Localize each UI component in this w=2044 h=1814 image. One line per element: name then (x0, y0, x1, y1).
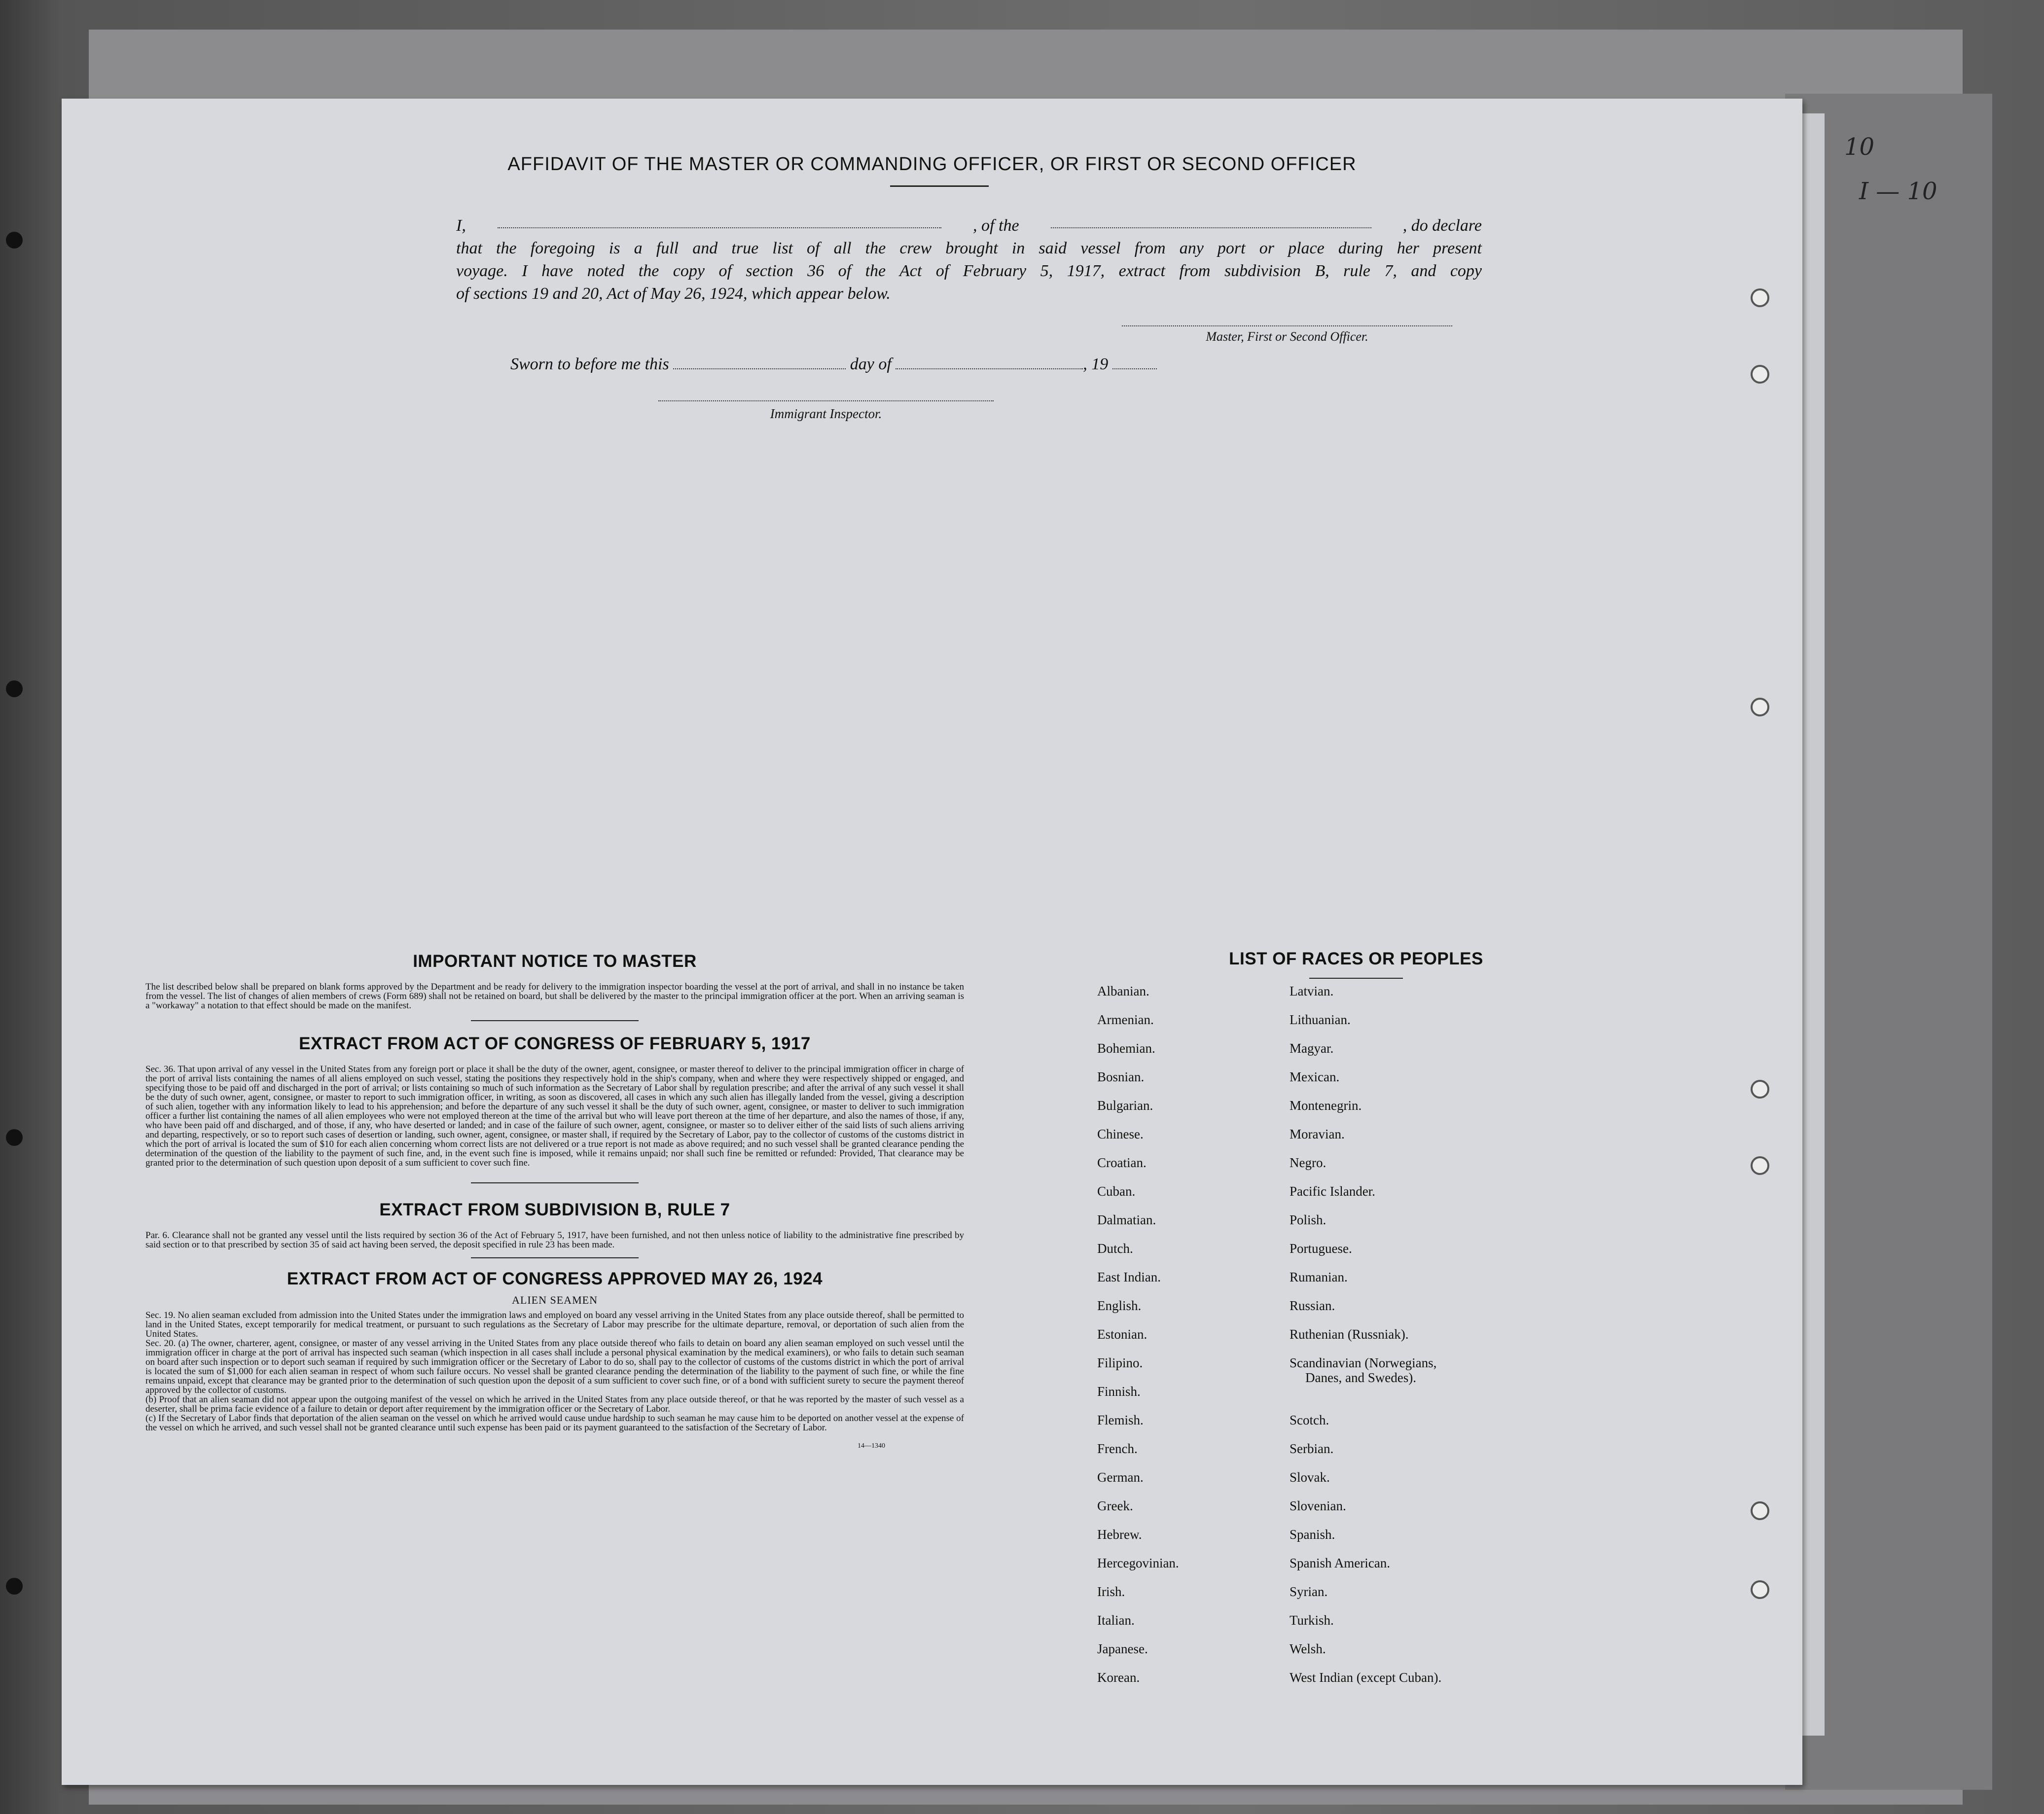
race-item (1290, 1355, 1516, 1413)
section-divider (471, 1182, 639, 1183)
declaration-line-3: voyage. I have noted the copy of section 36 of the Act of February 5, 1917, extract from subdivision B, rule 7, and copy (456, 262, 1482, 280)
declaration-line-1 (456, 214, 1482, 237)
race-item: Moravian. (1290, 1127, 1345, 1141)
race-item: Mexican. (1290, 1069, 1340, 1084)
race-item: Welsh. (1290, 1641, 1326, 1656)
race-item: Magyar. (1290, 1041, 1334, 1056)
race-item: Dalmatian. (1097, 1212, 1156, 1227)
declarant-name-field[interactable] (498, 214, 941, 228)
do-declare-label: , do declare (1402, 216, 1482, 235)
race-item: Bohemian. (1097, 1041, 1155, 1056)
punch-hole (6, 1578, 23, 1595)
race-item: Negro. (1290, 1155, 1327, 1170)
punch-hole (6, 232, 23, 249)
race-item: Armenian. (1097, 1012, 1154, 1027)
form-page (62, 99, 1802, 1785)
declaration-line-2: that the foregoing is a full and true list of all the crew brought in said vessel from any port or place during her present (456, 239, 1482, 257)
race-item: Latvian. (1290, 984, 1334, 998)
race-item: Slovak. (1290, 1470, 1330, 1485)
race-item: Italian. (1097, 1613, 1135, 1628)
race-item: Scotch. (1290, 1413, 1329, 1427)
race-item: English. (1097, 1298, 1142, 1313)
sworn-year-field[interactable] (1112, 356, 1157, 369)
sworn-statement (510, 355, 1157, 374)
race-item: German. (1097, 1470, 1144, 1485)
title-rule (890, 185, 989, 187)
punch-hole (6, 680, 23, 697)
affidavit-declaration (456, 214, 1482, 305)
race-item: Irish. (1097, 1584, 1125, 1599)
notice-body: The list described below shall be prepared on blank forms approved by the Department and be ready for delivery to the immigration inspector boarding the vessel at the port of arrival, and shall in no instance be taken from the vessel. The list of changes of alien members of crews (Form 689) shall not be retained on board, but shall be delivered by the master to the principal immigration officer at the port. When an arriving seaman is a "workaway" a notation to that effect should be made on the manifest. (145, 982, 964, 1011)
extract-1924-sec19: Sec. 19. No alien seaman excluded from admission into the United States under the immigration laws and employed on board any vessel arriving in the United States from any place outside thereof, shall be permitted to land in the United States, except temporarily for medical treatment, or pursuant to such regulations as the Secretary of Labor may prescribe for the ultimate departure, removal, or deportation of such alien from the United States. (145, 1310, 964, 1339)
sworn-day-field[interactable] (673, 356, 846, 369)
extract-1924-sec20a: Sec. 20. (a) The owner, charterer, agent, consignee, or master of any vessel arriving in the United States from any place outside thereof who fails to detain on board any alien seaman employed on such vessel until the immigration officer in charge at the port of arrival has inspected such seaman (which inspection in all cases shall include a personal physical examination by the medical examiners), or who fails to detain such seaman on board after such inspection or to deport such seaman if required by such immigration officer or the Secretary of Labor to do so, shall pay to the collector of customs of the customs district in which the port of arrival is located the sum of $1,000 for each alien seaman in respect of whom such failure occurs. No vessel shall be granted clearance pending the determination of the liability to the payment of such fine, or while the fine remains unpaid, except that clearance may be granted prior to the determination of such question upon the deposit of a sum sufficient to cover such fine, or of a bond with sufficient surety to secure the payment thereof approved by the collector of customs. (145, 1338, 964, 1395)
punch-hole (6, 1129, 23, 1146)
race-item: Flemish. (1097, 1413, 1144, 1427)
race-item: Filipino. (1097, 1355, 1143, 1370)
race-item: Bulgarian. (1097, 1098, 1153, 1113)
vessel-name-field[interactable] (1051, 214, 1371, 228)
binder-ring (1751, 288, 1769, 307)
extract-rule7-title: EXTRACT FROM SUBDIVISION B, RULE 7 (379, 1200, 730, 1219)
declarant-prefix: I, (456, 216, 466, 235)
races-section (1097, 949, 1615, 1685)
binder-ring (1751, 365, 1769, 384)
race-item: Estonian. (1097, 1327, 1148, 1342)
section-divider (471, 1020, 639, 1021)
race-item: Lithuanian. (1290, 1012, 1351, 1027)
race-item: Russian. (1290, 1298, 1335, 1313)
race-item: Albanian. (1097, 984, 1149, 998)
race-item: Ruthenian (Russniak). (1290, 1327, 1409, 1342)
race-item: Hebrew. (1097, 1527, 1142, 1542)
binder-ring (1751, 1156, 1769, 1175)
race-item: Portuguese. (1290, 1241, 1352, 1256)
extract-rule7-body: Par. 6. Clearance shall not be granted any vessel until the lists required by section 36 of the Act of February 5, 1917, have been furnished, and not then unless notice of liability to the administrative fine prescribed by said section or to that prescribed by section 35 of said act having been served, the deposit specified in rule 23 has been made. (145, 1230, 964, 1250)
inspector-signature-line[interactable]: Immigrant Inspector. (658, 400, 994, 422)
race-item: Serbian. (1290, 1441, 1334, 1456)
notice-section (145, 952, 964, 1450)
declaration-line-4: of sections 19 and 20, Act of May 26, 1924, which appear below. (456, 285, 891, 303)
race-item: Cuban. (1097, 1184, 1136, 1199)
extract-1924-title: EXTRACT FROM ACT OF CONGRESS APPROVED MAY 26, 1924 (287, 1269, 823, 1288)
races-title-rule (1309, 978, 1403, 979)
race-item: Pacific Islander. (1290, 1184, 1375, 1199)
race-item: Greek. (1097, 1498, 1133, 1513)
race-item: French. (1097, 1441, 1138, 1456)
race-item-line: Scandinavian (Norwegians, (1290, 1355, 1437, 1370)
race-item: Finnish. (1097, 1384, 1141, 1399)
year-prefix: , 19 (1083, 355, 1109, 373)
race-item: Chinese. (1097, 1127, 1144, 1141)
race-item: Slovenian. (1290, 1498, 1346, 1513)
affidavit-title: AFFIDAVIT OF THE MASTER OR COMMANDING OFFICER, OR FIRST OR SECOND OFFICER (507, 154, 1357, 175)
race-item: Korean. (1097, 1670, 1140, 1685)
race-item: Japanese. (1097, 1641, 1148, 1656)
of-the-label: , of the (973, 216, 1019, 235)
races-title: LIST OF RACES OR PEOPLES (1229, 949, 1483, 968)
day-of-label: day of (850, 355, 892, 373)
extract-1924-subtitle: ALIEN SEAMEN (512, 1294, 598, 1306)
master-signature-line[interactable]: Master, First or Second Officer. (1122, 325, 1452, 344)
race-item: West Indian (except Cuban). (1290, 1670, 1442, 1685)
section-divider (471, 1257, 639, 1258)
binder-ring (1751, 1580, 1769, 1599)
race-item: Turkish. (1290, 1613, 1334, 1628)
margin-mark: I — 10 (1859, 178, 1937, 205)
race-item: Polish. (1290, 1212, 1327, 1227)
notice-title: IMPORTANT NOTICE TO MASTER (413, 952, 697, 971)
race-item: Bosnian. (1097, 1069, 1145, 1084)
sworn-month-field[interactable] (896, 356, 1083, 369)
race-item: Croatian. (1097, 1155, 1147, 1170)
extract-1917-body: Sec. 36. That upon arrival of any vessel in the United States from any foreign port or place it shall be the duty of the owner, agent, consignee, or master thereof to deliver to the principal immigration officer in charge of the port of arrival lists containing the names of all aliens employed on such vessel, stating the positions they respectively hold in the ship's company, when and where they were respectively shipped or engaged, and specifying those to be paid off and discharged in the port of arrival; or lists containing so much of such information as the Secretary of Labor shall by regulation prescribe; and after the arrival of any such vessel it shall be the duty of such owner, agent, consignee, or master to report to such immigration officer, in writing, as soon as discovered, all cases in which any such alien has illegally landed from the vessel, giving a description of such alien, together with any information likely to lead to his apprehension; and before the departure of any such vessel it shall be the duty of such owner, agent, consignee, or master to deliver to such immigration officer a further list containing the names of all alien employees who were not employed thereon at the time of the arrival but who will leave port thereon at the time of her departure, and also the names of those, if any, who have been paid off and discharged, and of those, if any, who have deserted or landed; and in case of the failure of such owner, agent, consignee, or master so to deliver either of the said lists of such aliens arriving and departing, respectively, or so to report such cases of desertion or landing, such owner, agent, consignee, or master shall, if required by the Secretary of Labor, pay to the collector of customs of the customs district in which the port of arrival is located the sum of $10 for each alien concerning whom correct lists are not delivered or a true report is not made as above required; and no such vessel shall be granted clearance pending the determination of the question of the liability to the payment of such fine, and, in the event such fine is imposed, while it remains unpaid; nor shall such fine be remitted or refunded: Provided, That clearance may be granted prior to the determination of such question upon deposit of a sum sufficient to cover such fine. (145, 1064, 964, 1168)
form-number: 14—1340 (858, 1442, 885, 1450)
binder-ring (1751, 1080, 1769, 1099)
race-item: Dutch. (1097, 1241, 1133, 1256)
binder-ring (1751, 698, 1769, 716)
extract-1917-title: EXTRACT FROM ACT OF CONGRESS OF FEBRUARY 5, 1917 (299, 1034, 811, 1053)
binder-ring (1751, 1501, 1769, 1520)
races-right-column (1290, 984, 1516, 1699)
race-item: Spanish. (1290, 1527, 1335, 1542)
race-item: Hercegovinian. (1097, 1556, 1179, 1570)
race-item: East Indian. (1097, 1270, 1161, 1284)
race-item: Rumanian. (1290, 1270, 1348, 1284)
extract-1924-sec20c: (c) If the Secretary of Labor finds that deportation of the alien seaman on the vessel on which he arrived would cause undue hardship to such seaman he may cause him to be deported on another vessel at the expense of the vessel on which he arrived, and such vessel shall not be granted clearance until such expense has been paid or its payment guaranteed to the satisfaction of the Secretary of Labor. (145, 1413, 964, 1433)
margin-mark: 10 (1844, 133, 1875, 161)
sworn-prefix: Sworn to before me this (510, 355, 669, 373)
race-item: Montenegrin. (1290, 1098, 1362, 1113)
race-item: Spanish American. (1290, 1556, 1390, 1570)
race-item-line: Danes, and Swedes). (1305, 1370, 1416, 1385)
extract-1924-sec20b: (b) Proof that an alien seaman did not appear upon the outgoing manifest of the vessel on which he arrived in the United States from any place outside thereof, or that he was reported by the master of such vessel as a deserter, shall be prima facie evidence of a failure to detain or deport after requirement by the immigration officer or the Secretary of Labor. (145, 1394, 964, 1414)
race-item: Syrian. (1290, 1584, 1328, 1599)
races-left-column (1097, 984, 1304, 1699)
